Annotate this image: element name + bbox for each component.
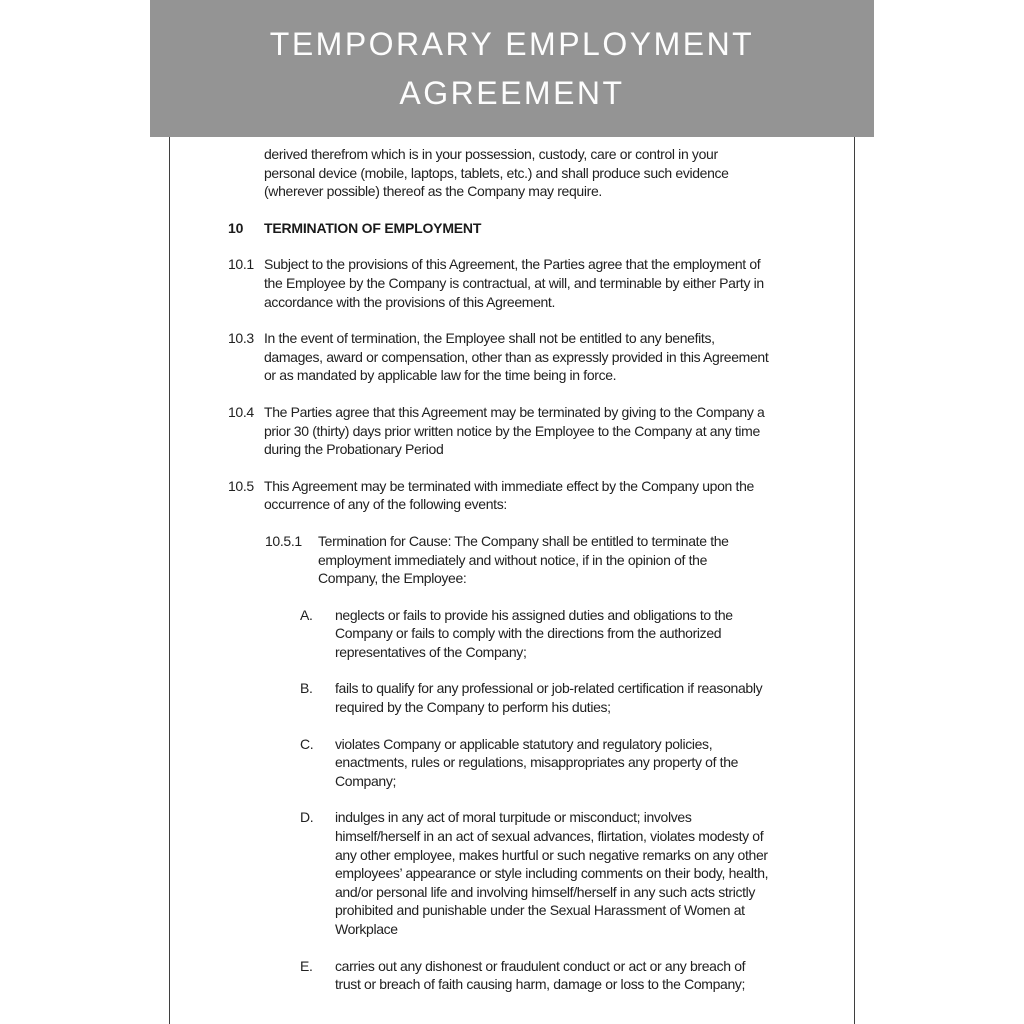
- list-item-letter: E.: [300, 957, 313, 974]
- clause-number-empty: [228, 145, 264, 201]
- clause-10-3: [228, 329, 810, 385]
- list-item-text: violates Company or applicable statutory and regulatory policies, enactments, rules or regulations, misappropriates any property of the Company;: [335, 735, 739, 789]
- subclause-text: Termination for Cause: The Company shall be entitled to terminate the employment immediately and without notice, if in the opinion of the Company, the Employee:: [318, 532, 729, 587]
- list-item-text: neglects or fails to provide his assigned duties and obligations to the Company or fails to comply with the directions from the authorized representatives of the Company;: [335, 606, 733, 660]
- list-item-letter: D.: [300, 809, 314, 826]
- clause-text: This Agreement may be terminated with immediate effect by the Company upon the occurrence of any of the following events:: [264, 477, 754, 513]
- section-title: TERMINATION OF EMPLOYMENT: [264, 219, 482, 236]
- list-item-a: [228, 606, 810, 662]
- paragraph-intro-continuation: [228, 145, 810, 201]
- list-item-c: [228, 735, 810, 791]
- list-item-text: indulges in any act of moral turpitude or misconduct; involves himself/herself in an act of sexual advances, flirtation, violates modesty of any other employee, makes hurtful or such negative remarks on any other employees’ appearance or style including comments on their body, health, and/or personal life and involving himself/herself in any such acts strictly prohibited and punishable under the Sexual Harassment of Women at Workplace: [335, 809, 769, 937]
- clause-10-1: [228, 255, 810, 311]
- list-item-b: [228, 679, 810, 716]
- clause-text: In the event of termination, the Employee shall not be entitled to any benefits, damages, award or compensation, other than as expressly provided in this Agreement or as mandated by applicable law for the time being in force.: [264, 330, 769, 384]
- clause-number: 10.4: [228, 403, 254, 420]
- document-page: [169, 137, 855, 1024]
- list-item-letter: A.: [300, 606, 313, 623]
- clause-text: The Parties agree that this Agreement may be terminated by giving to the Company a prior 30 (thirty) days prior written notice by the Employee to the Company at any time during the Probationary Period: [264, 403, 765, 458]
- paragraph-text: derived therefrom which is in your possession, custody, care or control in your personal device (mobile, laptops, tablets, etc.) and shall produce such evidence (wherever possible) thereof as the Company may require.: [264, 146, 729, 200]
- clause-number: 10.5: [228, 477, 254, 494]
- list-item-letter: B.: [300, 680, 313, 697]
- section-heading-10: [228, 219, 810, 238]
- list-item-text: fails to qualify for any professional or job-related certification if reasonably required by the Company to perform his duties;: [335, 680, 763, 716]
- document-title: TEMPORARY EMPLOYMENT AGREEMENT: [269, 25, 755, 111]
- clause-number: 10.1: [228, 256, 254, 273]
- clause-text: Subject to the provisions of this Agreement, the Parties agree that the employment of the Employee by the Company is contractual, at will, and terminable by either Party in accordance with the provisions of this Agreement.: [264, 256, 764, 310]
- list-item-letter: C.: [300, 735, 314, 752]
- list-item-e: [228, 957, 810, 994]
- subclause-number: 10.5.1: [265, 532, 302, 549]
- list-item-text: carries out any dishonest or fraudulent conduct or act or any breach of trust or breach of faith causing harm, damage or loss to the Company;: [335, 957, 746, 993]
- clause-10-5-1: [228, 532, 810, 588]
- clause-10-5: [228, 477, 810, 514]
- section-number: 10: [228, 219, 244, 236]
- clause-number: 10.3: [228, 330, 254, 347]
- list-item-d: [228, 808, 810, 938]
- clause-10-4: [228, 403, 810, 459]
- document-header-banner: [150, 0, 874, 137]
